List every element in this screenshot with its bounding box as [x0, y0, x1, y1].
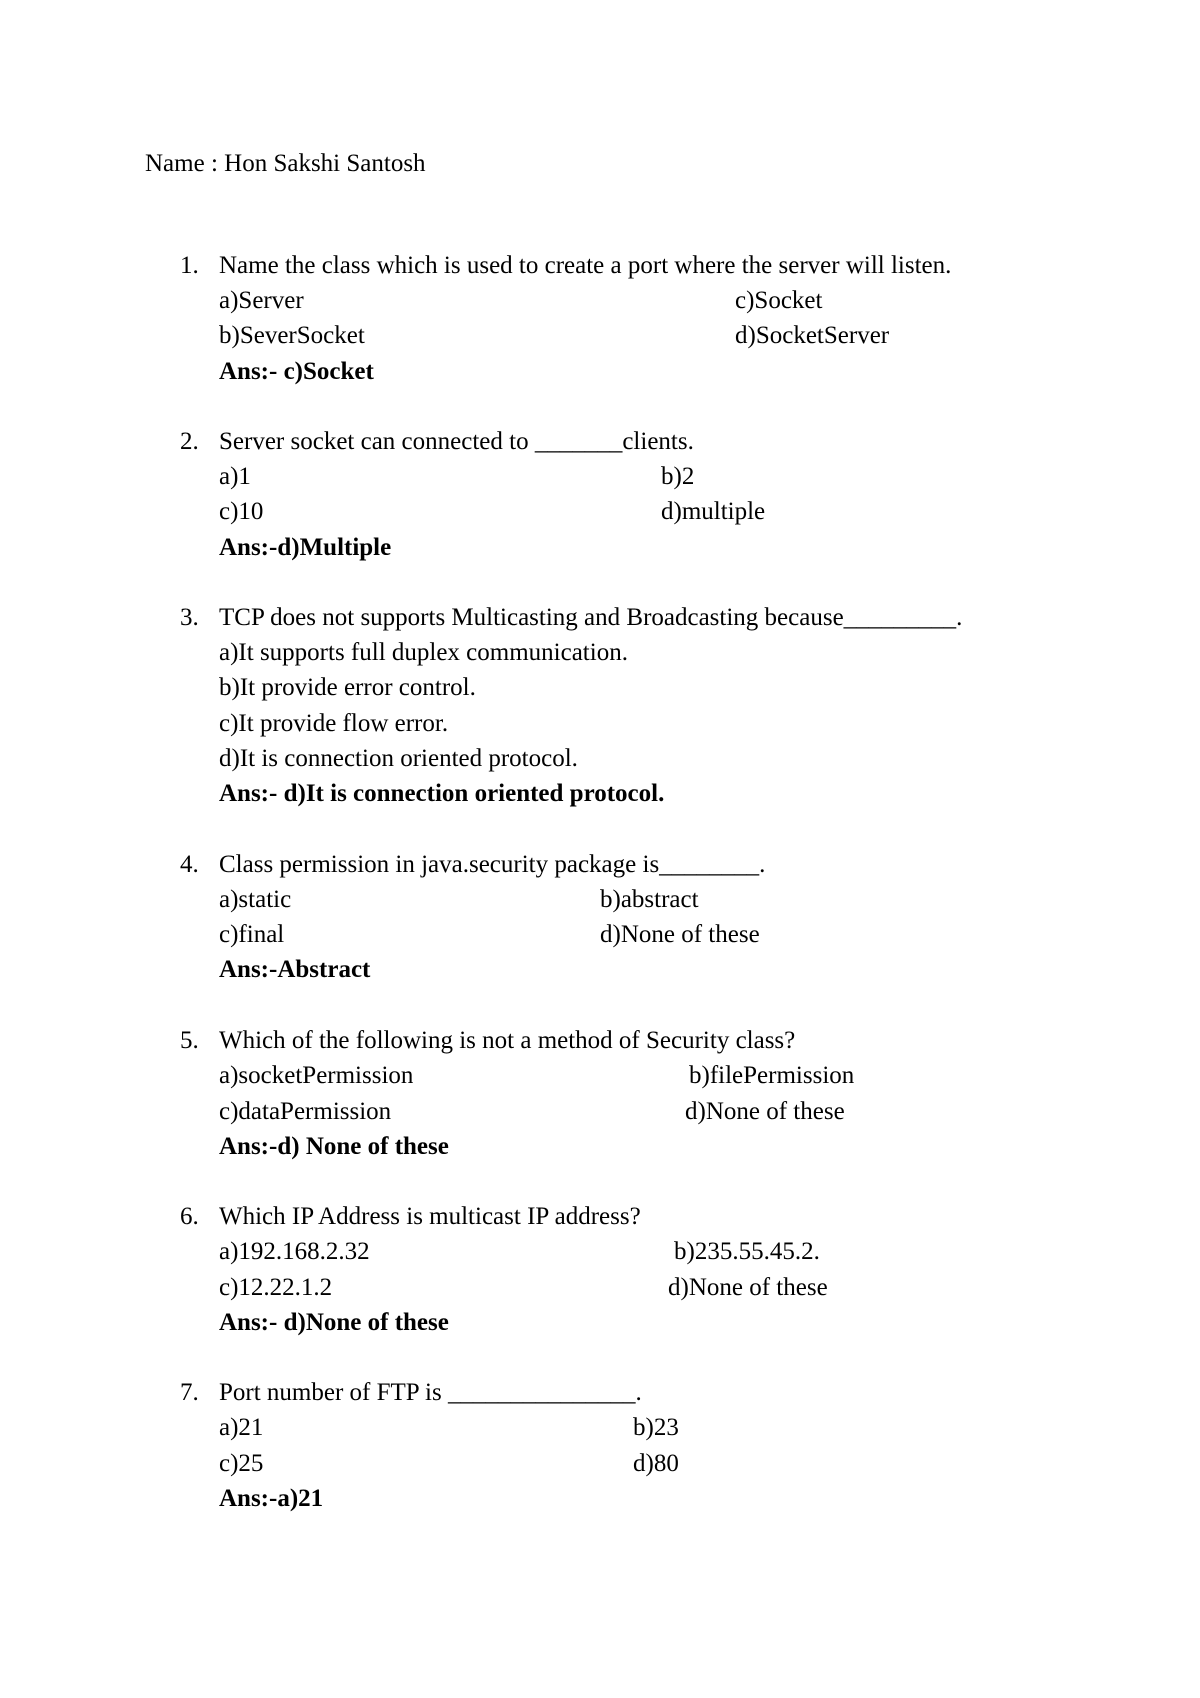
option: c)Socket: [735, 287, 823, 314]
option: a)21: [219, 1414, 264, 1441]
question-text: Which IP Address is multicast IP address?: [219, 1203, 641, 1230]
answer: Ans:-d) None of these: [219, 1133, 449, 1160]
option: a)Server: [219, 287, 304, 314]
question-text: Server socket can connected to _______clients.: [219, 428, 694, 455]
question-text: TCP does not supports Multicasting and Broadcasting because_________.: [219, 604, 963, 631]
question-number: 1.: [180, 252, 199, 279]
option: b)23: [633, 1414, 679, 1441]
option: d)SocketServer: [735, 322, 890, 349]
option: d)80: [633, 1450, 679, 1477]
option: c)final: [219, 921, 285, 948]
answer: Ans:-Abstract: [219, 956, 371, 983]
student-name: Name : Hon Sakshi Santosh: [145, 150, 426, 177]
question-text: Name the class which is used to create a port where the server will listen.: [219, 252, 952, 279]
option: c)12.22.1.2: [219, 1274, 333, 1301]
question-number: 6.: [180, 1203, 199, 1230]
option: a)socketPermission: [219, 1062, 414, 1089]
option: c)25: [219, 1450, 264, 1477]
option: d)None of these: [600, 921, 760, 948]
option: d)None of these: [668, 1274, 828, 1301]
option: c)dataPermission: [219, 1098, 392, 1125]
option: a)static: [219, 886, 292, 913]
option: b)235.55.45.2.: [674, 1238, 820, 1265]
question-number: 4.: [180, 851, 199, 878]
answer: Ans:-a)21: [219, 1485, 324, 1512]
option: d)It is connection oriented protocol.: [219, 745, 578, 772]
option: b)filePermission: [689, 1062, 855, 1089]
option: a)1: [219, 463, 251, 490]
question-number: 3.: [180, 604, 199, 631]
option: b)It provide error control.: [219, 674, 476, 701]
option: d)None of these: [685, 1098, 845, 1125]
question-number: 5.: [180, 1027, 199, 1054]
option: c)10: [219, 498, 264, 525]
question-text: Which of the following is not a method of Security class?: [219, 1027, 796, 1054]
option: b)2: [661, 463, 695, 490]
answer: Ans:-d)Multiple: [219, 534, 392, 561]
question-text: Port number of FTP is _______________.: [219, 1379, 642, 1406]
option: a)192.168.2.32: [219, 1238, 370, 1265]
option: a)It supports full duplex communication.: [219, 639, 628, 666]
answer: Ans:- d)None of these: [219, 1309, 449, 1336]
question-number: 2.: [180, 428, 199, 455]
answer: Ans:- d)It is connection oriented protocol.: [219, 780, 665, 807]
answer: Ans:- c)Socket: [219, 358, 374, 385]
option: b)SeverSocket: [219, 322, 365, 349]
option: b)abstract: [600, 886, 699, 913]
question-number: 7.: [180, 1379, 199, 1406]
question-text: Class permission in java.security package is________.: [219, 851, 766, 878]
option: d)multiple: [661, 498, 766, 525]
option: c)It provide flow error.: [219, 710, 449, 737]
